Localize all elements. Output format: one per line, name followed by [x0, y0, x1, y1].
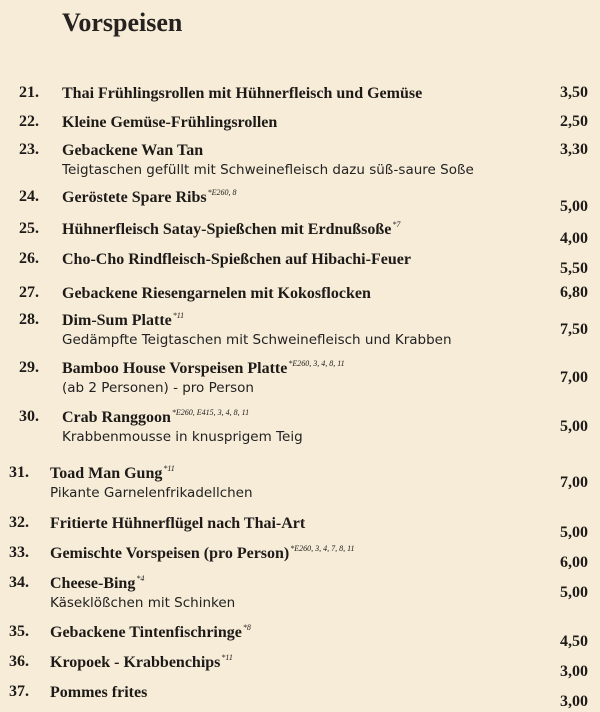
item-number: 32. — [9, 514, 29, 531]
item-number: 37. — [9, 683, 29, 700]
item-number: 35. — [9, 623, 29, 640]
item-description: Gedämpfte Teigtaschen mit Schweinefleisch und Krabben — [62, 332, 452, 348]
item-allergens: *4 — [136, 574, 145, 583]
item-name: Gemischte Vorspeisen (pro Person)$^{*E260, 3, 4, 7, 8, 11}$ — [50, 544, 355, 562]
item-name: Pommes frites — [50, 684, 148, 701]
item-description: Käseklößchen mit Schinken — [50, 595, 236, 611]
item-description: Pikante Garnelenfrikadellchen — [50, 485, 253, 501]
item-allergens: *8 — [242, 623, 251, 632]
item-number: 23. — [19, 141, 39, 158]
item-number: 22. — [19, 113, 39, 130]
item-allergens: *E260, E415, 3, 4, 8, 11 — [171, 408, 250, 417]
item-name: Toad Man Gung$^{*11}$ — [50, 464, 175, 482]
item-name: Kleine Gemüse-Frühlingsrollen — [62, 114, 278, 131]
item-allergens: *11 — [163, 464, 175, 473]
item-allergens: *E260, 3, 4, 7, 8, 11 — [290, 544, 355, 553]
item-price: 5,00 — [560, 584, 588, 601]
item-name: Gebackene Riesengarnelen mit Kokosflocken — [62, 285, 371, 302]
item-price: 6,00 — [560, 554, 588, 571]
item-price: 5,00 — [560, 198, 588, 215]
item-description: Teigtaschen gefüllt mit Schweinefleisch dazu süß-saure Soße — [62, 162, 474, 178]
item-name: Fritierte Hühnerflügel nach Thai-Art — [50, 515, 306, 532]
item-name: Geröstete Spare Ribs$^{*E260, 8}$ — [62, 188, 237, 206]
item-name: Thai Frühlingsrollen mit Hühnerfleisch und Gemüse — [62, 85, 423, 102]
item-name: Cheese-Bing$^{*4}$ — [50, 574, 145, 592]
item-price: 7,00 — [560, 474, 588, 491]
item-price: 6,80 — [560, 284, 588, 301]
item-name: Crab Ranggoon$^{*E260, E415, 3, 4, 8, 11}$ — [62, 408, 250, 426]
item-price: 7,50 — [560, 321, 588, 338]
item-name: Gebackene Wan Tan — [62, 142, 204, 159]
item-allergens: *11 — [172, 311, 185, 320]
item-price: 2,50 — [560, 113, 588, 130]
item-price: 5,00 — [560, 418, 588, 435]
item-allergens: *E260, 8 — [207, 188, 237, 197]
item-number: 36. — [9, 653, 29, 670]
item-allergens: *7 — [392, 220, 401, 229]
item-number: 26. — [19, 250, 39, 267]
item-number: 27. — [19, 284, 39, 301]
item-price: 7,00 — [560, 369, 588, 386]
item-allergens: *E260, 3, 4, 8, 11 — [288, 359, 345, 368]
item-price: 4,50 — [560, 633, 588, 650]
item-number: 34. — [9, 574, 29, 591]
item-number: 33. — [9, 544, 29, 561]
item-name: Hühnerfleisch Satay-Spießchen mit Erdnußsoße$^{*7}$ — [62, 220, 401, 238]
item-name: Cho-Cho Rindfleisch-Spießchen auf Hibachi-Feuer — [62, 251, 411, 268]
item-number: 28. — [19, 311, 39, 328]
item-name: Dim-Sum Platte$^{*11}$ — [62, 311, 185, 329]
item-name: Kropoek - Krabbenchips$^{*11}$ — [50, 653, 233, 671]
item-number: 25. — [19, 220, 39, 237]
item-allergens: *11 — [221, 653, 233, 662]
item-price: 3,00 — [560, 663, 588, 680]
item-price: 3,00 — [560, 693, 588, 710]
item-price: 3,30 — [560, 141, 588, 158]
item-number: 30. — [19, 408, 39, 425]
item-price: 5,50 — [560, 260, 588, 277]
item-description: (ab 2 Personen) - pro Person — [62, 380, 254, 396]
item-number: 21. — [19, 84, 39, 101]
item-name: Gebackene Tintenfischringe$^{*8}$ — [50, 623, 251, 641]
item-price: 3,50 — [560, 84, 588, 101]
item-name: Bamboo House Vorspeisen Platte$^{*E260, 3, 4, 8, 11}$ — [62, 359, 345, 377]
item-price: 5,00 — [560, 524, 588, 541]
item-price: 4,00 — [560, 230, 588, 247]
item-number: 24. — [19, 188, 39, 205]
section-title: Vorspeisen — [62, 8, 183, 37]
item-number: 29. — [19, 359, 39, 376]
item-number: 31. — [9, 464, 29, 481]
item-description: Krabbenmousse in knusprigem Teig — [62, 429, 303, 445]
